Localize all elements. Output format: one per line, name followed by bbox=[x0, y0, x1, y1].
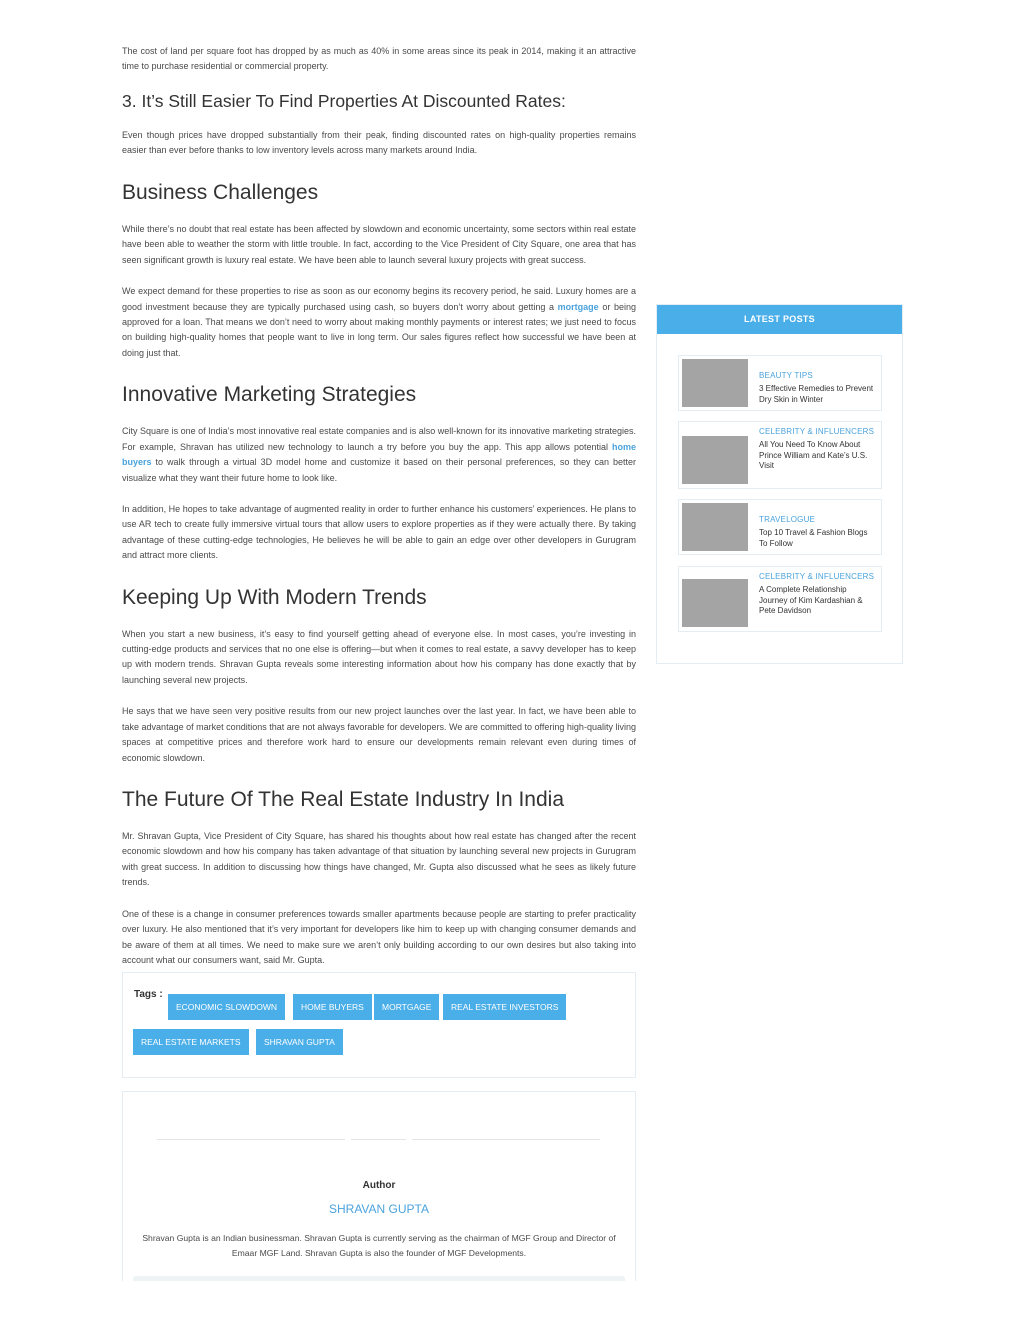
section-heading: The Future Of The Real Estate Industry In India bbox=[122, 787, 565, 811]
article-paragraph: The cost of land per square foot has dropped by as much as 40% in some areas since its peak in 2014, making it an attractive time to purchase residential or commercial property. bbox=[122, 46, 636, 72]
mortgage-link[interactable]: mortgage bbox=[557, 301, 599, 312]
section-heading: Keeping Up With Modern Trends bbox=[122, 585, 427, 609]
post-text bbox=[759, 514, 877, 549]
article-paragraph bbox=[122, 424, 636, 486]
post-thumbnail[interactable] bbox=[682, 436, 748, 484]
section-heading: 3. It’s Still Easier To Find Properties At Discounted Rates: bbox=[122, 90, 566, 111]
post-text bbox=[759, 571, 877, 617]
article-paragraph: Mr. Shravan Gupta, Vice President of City Square, has shared his thoughts about how real estate has changed after the recent economic slowdown and how his company has taken advantage of that situation by launching several new projects in Gurugram with great success. In addition to discussing how things have changed, Mr. Gupta also discussed what he sees as likely future trends. bbox=[122, 831, 636, 888]
post-text bbox=[759, 426, 877, 472]
tag-real-estate-investors[interactable]: REAL ESTATE INVESTORS bbox=[443, 994, 566, 1020]
latest-post-item[interactable] bbox=[678, 566, 882, 632]
latest-posts-widget bbox=[656, 304, 903, 664]
post-thumbnail[interactable] bbox=[682, 359, 748, 407]
article-paragraph: While there’s no doubt that real estate has been affected by slowdown and economic uncertainty, some sectors within real estate have been able to weather the storm with little trouble. In fact, according to the Vice President of City Square, one area that has seen significant growth is luxury real estate. We have been able to launch several luxury projects with great success. bbox=[122, 223, 636, 265]
author-name-link[interactable]: SHRAVAN GUPTA bbox=[328, 1202, 429, 1216]
post-category[interactable]: TRAVELOGUE bbox=[759, 515, 816, 524]
post-thumbnail[interactable] bbox=[682, 503, 748, 551]
post-title[interactable]: 3 Effective Remedies to Prevent Dry Skin in Winter bbox=[759, 384, 874, 404]
article-paragraph: In addition, He hopes to take advantage of augmented reality in order to further enhance his customers’ experiences. He plans to use AR tech to create fully immersive virtual tours that allow users to explore properties as if they were actually there. By taking advantage of these cutting-edge technologies, He believes he will be able to gain an edge over other developers in Gurugram and attract more clients. bbox=[122, 503, 636, 561]
divider bbox=[157, 1139, 345, 1140]
latest-post-item[interactable] bbox=[678, 499, 882, 555]
latest-post-item[interactable] bbox=[678, 421, 882, 489]
post-title[interactable]: All You Need To Know About Prince William and Kate’s U.S. Visit bbox=[759, 440, 868, 470]
tag-real-estate-markets[interactable]: REAL ESTATE MARKETS bbox=[133, 1029, 249, 1055]
text-run: to walk through a virtual 3D model home and customize it based on their personal preferences, so they can better visualize what they want their future home to look like. bbox=[122, 457, 636, 483]
article-paragraph bbox=[122, 284, 636, 361]
text-run: We expect demand for these properties to rise as soon as our economy begins its recovery period, he said. Luxury homes are a good investment because they are typically purchased using cash, so buyers don’t worry about getting a bbox=[122, 286, 636, 312]
article-paragraph: Even though prices have dropped substantially from their peak, finding discounted rates on high-quality properties remains easier than ever before thanks to low inventory levels across many markets around India. bbox=[122, 129, 636, 156]
tag-mortgage[interactable]: MORTGAGE bbox=[374, 994, 439, 1020]
article-body bbox=[122, 44, 636, 984]
article-paragraph: One of these is a change in consumer preferences towards smaller apartments because people are starting to prefer practicality over luxury. He also mentioned that it’s very important for developers like him to keep up with changing consumer demands and be aware of them at all times. We need to make sure we aren’t only building according to our own desires but also taking into account what our consumers want, said Mr. Gupta. bbox=[122, 908, 636, 965]
article-paragraph: When you start a new business, it’s easy to find yourself getting ahead of everyone else. In most cases, you’re investing in cutting-edge products and services that no one else is offering—but when it comes to real estate, a savvy developer has to keep up with modern trends. Shravan Gupta reveals some interesting information about how his company has done exactly that by launching several new projects. bbox=[122, 628, 636, 685]
text-run: City Square is one of India’s most innovative real estate companies and is also well-known for its innovative marketing strategies. For example, Shravan has utilized new technology to launch a try before you buy the app. This app allows potential bbox=[122, 426, 636, 452]
post-category[interactable]: BEAUTY TIPS bbox=[759, 371, 813, 380]
author-box bbox=[122, 1091, 636, 1281]
latest-post-item[interactable] bbox=[678, 355, 882, 411]
tag-economic-slowdown[interactable]: ECONOMIC SLOWDOWN bbox=[168, 994, 285, 1020]
post-thumbnail[interactable] bbox=[682, 579, 748, 627]
author-label: Author bbox=[362, 1180, 396, 1191]
post-title[interactable]: Top 10 Travel & Fashion Blogs To Follow bbox=[759, 528, 868, 548]
post-category[interactable]: CELEBRITY & INFLUENCERS bbox=[759, 427, 875, 436]
author-box-footer bbox=[133, 1276, 625, 1281]
divider bbox=[351, 1139, 406, 1140]
home-buyers-link[interactable]: home buyers bbox=[122, 441, 636, 468]
tag-shravan-gupta[interactable]: SHRAVAN GUPTA bbox=[256, 1029, 343, 1055]
article-paragraph: He says that we have seen very positive results from our new project launches over the last year. In fact, we have been able to take advantage of market conditions that are not always favorable for developers. We are committed to offering high-quality living spaces at competitive prices and therefore work hard to ensure our developments remain relevant even during times of economic slowdown. bbox=[122, 706, 636, 763]
tags-label: Tags : bbox=[134, 989, 163, 1000]
post-title[interactable]: A Complete Relationship Journey of Kim Kardashian & Pete Davidson bbox=[759, 585, 863, 615]
section-heading: Business Challenges bbox=[122, 180, 319, 204]
latest-posts-heading: LATEST POSTS bbox=[657, 305, 902, 334]
author-bio: Shravan Gupta is an Indian businessman. Shravan Gupta is currently serving as the chairman of MGF Group and Director of Emaar MGF Land. Shravan Gupta is also the founder of MGF Developments. bbox=[142, 1233, 616, 1258]
section-heading: Innovative Marketing Strategies bbox=[122, 383, 417, 407]
divider bbox=[412, 1139, 600, 1140]
tag-home-buyers[interactable]: HOME BUYERS bbox=[293, 994, 372, 1020]
tags-box bbox=[122, 972, 636, 1078]
post-category[interactable]: CELEBRITY & INFLUENCERS bbox=[759, 572, 875, 581]
text-run: or being approved for a loan. That means we don’t need to worry about making monthly payments or interest rates; we just need to focus on building high-quality homes that people want to live in long term. Our sales figures reflect how successful we have been at doing just that. bbox=[122, 301, 636, 358]
post-text bbox=[759, 370, 877, 405]
